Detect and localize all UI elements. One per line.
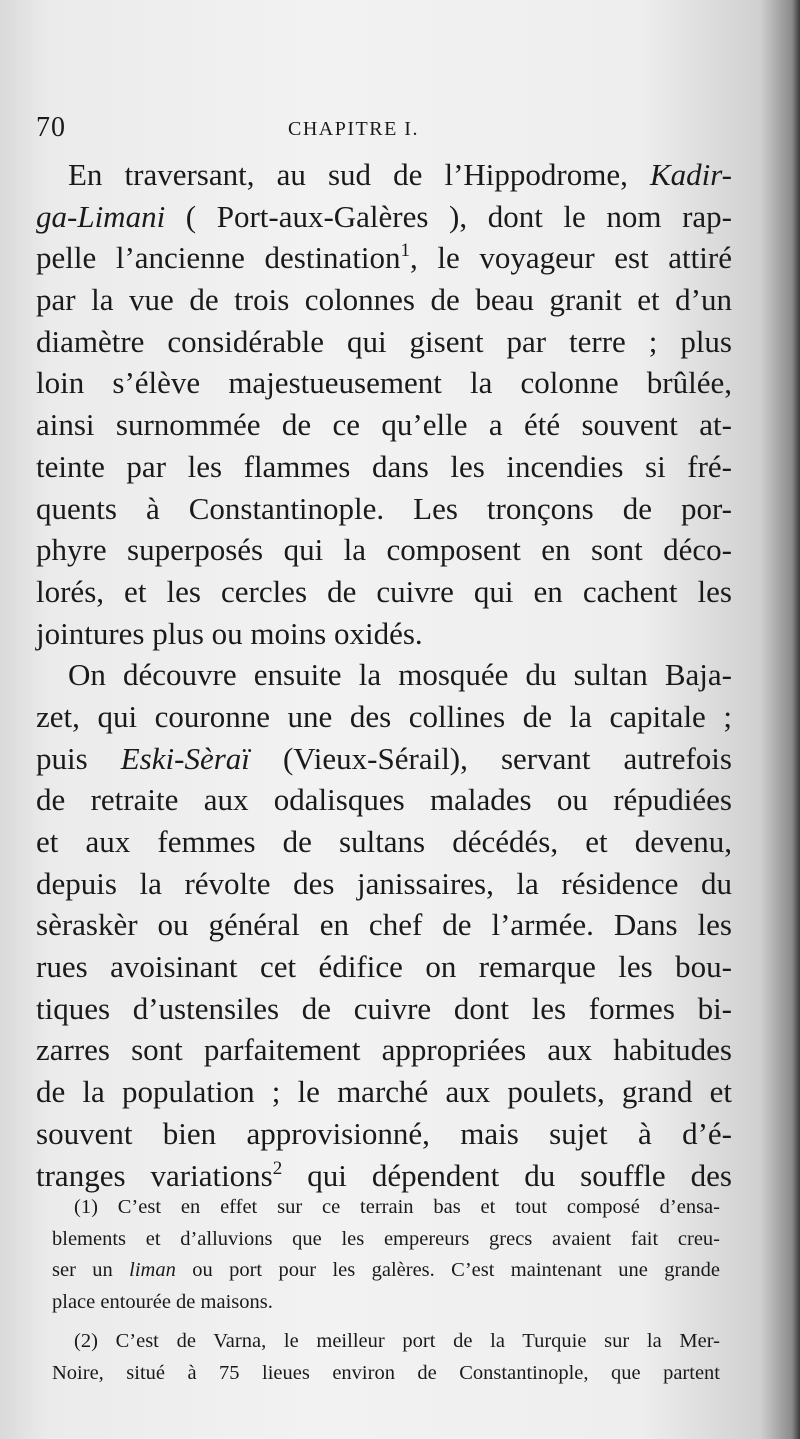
body-text xyxy=(36,154,732,1196)
text-line: rues avoisinant cet édifice on remarque les bou- xyxy=(36,949,732,985)
footnote-ref: 1 xyxy=(400,240,411,262)
text-line: diamètre considérable qui gisent par terre ; plus xyxy=(36,323,732,359)
text-line: ga-Limani ( Port-aux-Galères ), dont le nom rap- xyxy=(36,198,732,234)
text-line: depuis la révolte des janissaires, la résidence du xyxy=(36,865,732,901)
text-line: ainsi surnommée de ce qu’elle a été souvent at- xyxy=(36,407,732,443)
footnote-ref: 2 xyxy=(272,1157,283,1179)
footnote-1 xyxy=(52,1192,720,1318)
text-line: de la population ; le marché aux poulets, grand et xyxy=(36,1074,732,1110)
text-line: phyre superposés qui la composent en sont déco- xyxy=(36,532,732,568)
footnotes xyxy=(52,1192,720,1389)
footnote-line: Noire, situé à 75 lieues environ de Constantinople, que partent xyxy=(52,1361,720,1384)
footnote-gap xyxy=(52,1318,720,1326)
text-line: quents à Constantinople. Les tronçons de por- xyxy=(36,490,732,526)
footnote-line: blements et d’alluvions que les empereurs grecs avaient fait creu- xyxy=(52,1227,720,1250)
page-number: 70 xyxy=(36,112,66,143)
text-line: souvent bien approvisionné, mais sujet à d’é- xyxy=(36,1115,732,1151)
running-head: CHAPITRE I. xyxy=(288,118,419,140)
text-line: tiques d’ustensiles de cuivre dont les formes bi- xyxy=(36,990,732,1026)
text-line: de retraite aux odalisques malades ou répudiées xyxy=(36,782,732,818)
footnote-line: place entourée de maisons. xyxy=(52,1290,273,1313)
text-line: par la vue de trois colonnes de beau granit et d’un xyxy=(36,282,732,318)
text-line: zet, qui couronne une des collines de la capitale ; xyxy=(36,698,732,734)
page-header xyxy=(36,112,726,146)
text-line: lorés, et les cercles de cuivre qui en cachent les xyxy=(36,573,732,609)
text-line: zarres sont parfaitement appropriées aux habitudes xyxy=(36,1032,732,1068)
footnote-line: (1) C’est en effet sur ce terrain bas et tout composé d’ensa- xyxy=(74,1196,720,1218)
text-line: loin s’élève majestueusement la colonne brûlée, xyxy=(36,365,732,401)
text-line: jointures plus ou moins oxidés. xyxy=(36,615,423,651)
footnote-2 xyxy=(52,1326,720,1389)
text-line: tranges variations$^2$ qui dépendent du souffle des xyxy=(36,1157,732,1193)
footnote-line: (2) C’est de Varna, le meilleur port de la Turquie sur la Mer- xyxy=(74,1330,720,1352)
text-line: pelle l’ancienne destination$^1$, le voyageur est attiré xyxy=(36,240,732,276)
text-line: et aux femmes de sultans décédés, et devenu, xyxy=(36,824,732,859)
footnote-line: ser un liman ou port pour les galères. C’est maintenant une grande xyxy=(52,1259,720,1281)
text-line: sèraskèr ou général en chef de l’armée. Dans les xyxy=(36,907,732,943)
text-line: teinte par les flammes dans les incendies si fré- xyxy=(36,448,732,484)
text-line: puis Eski-Sèraï (Vieux-Sérail), servant autrefois xyxy=(36,740,732,776)
text-line: En traversant, au sud de l’Hippodrome, Kadir- xyxy=(68,157,732,192)
text-line: On découvre ensuite la mosquée du sultan Baja- xyxy=(68,657,732,693)
